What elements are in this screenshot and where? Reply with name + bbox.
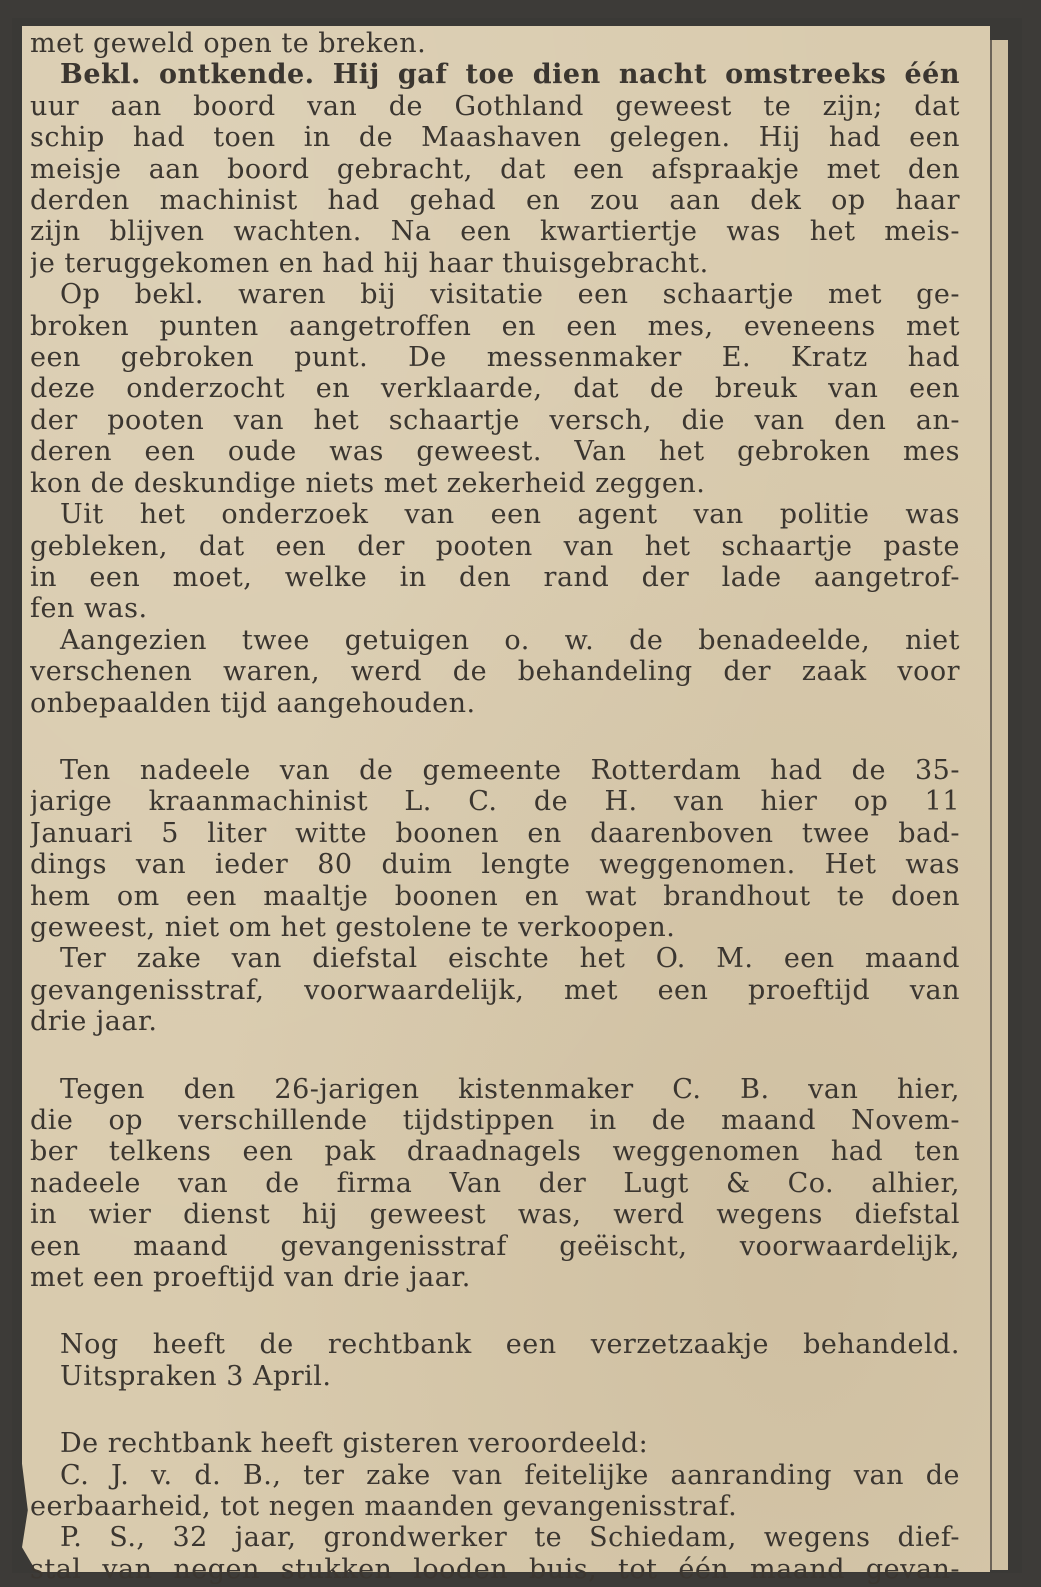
- section-gap: [30, 1293, 960, 1329]
- text-line: C. J. v. d. B., ter zake van feitelijke aanranding van de: [60, 1459, 960, 1491]
- article-column: [30, 28, 960, 1585]
- paragraph-11: [30, 1460, 960, 1523]
- text-line: eerbaarheid, tot negen maanden gevangenisstraf.: [30, 1491, 738, 1523]
- paragraph-3: [30, 279, 960, 499]
- adjacent-column-strip: [990, 40, 1008, 1570]
- text-line: Januari 5 liter witte boonen en daarenboven twee bad-: [30, 817, 960, 849]
- text-line: kon de deskundige niets met zekerheid zeggen.: [30, 467, 706, 499]
- text-line: een maand gevangenisstraf geëischt, voorwaardelijk,: [30, 1230, 960, 1262]
- text-line: gevangenisstraf, voorwaardelijk, met een proeftijd van: [30, 974, 960, 1006]
- paragraph-1: [30, 28, 960, 59]
- text-line: deren een oude was geweest. Van het gebroken mes: [30, 436, 960, 468]
- text-line: geweest, niet om het gestolene te verkoopen.: [30, 911, 676, 943]
- text-line: een gebroken punt. De messenmaker E. Kratz had: [30, 342, 960, 374]
- text-line: P. S., 32 jaar, grondwerker te Schiedam, wegens dief-: [60, 1522, 960, 1554]
- text-line: je teruggekomen en had hij haar thuisgebracht.: [30, 247, 709, 279]
- text-line: fen was.: [30, 593, 148, 625]
- text-line: die op verschillende tijdstippen in de maand Novem-: [30, 1105, 960, 1136]
- text-line: Uit het onderzoek van een agent van politie was: [60, 499, 960, 531]
- text-line: onbepaalden tijd aangehouden.: [30, 687, 476, 719]
- text-line: Uitspraken 3 April.: [60, 1360, 332, 1392]
- text-line: Op bekl. waren bij visitatie een schaartje met ge-: [60, 279, 960, 311]
- section-gap: [30, 1392, 960, 1428]
- text-line: zijn blijven wachten. Na een kwartiertje was het meis-: [30, 216, 960, 248]
- text-line: meisje aan boord gebracht, dat een afspraakje met den: [30, 153, 960, 185]
- paragraph-8: [30, 1074, 960, 1294]
- text-line: dings van ieder 80 duim lengte weggenomen. Het was: [30, 849, 960, 881]
- text-line: verschenen waren, werd de behandeling der zaak voor: [30, 656, 960, 688]
- section-gap: [30, 719, 960, 755]
- text-line: Nog heeft de rechtbank een verzetzaakje behandeld.: [60, 1329, 960, 1361]
- paragraph-7: [30, 943, 960, 1037]
- text-line: Ter zake van diefstal eischte het O. M. een maand: [60, 943, 960, 975]
- text-line: hem om een maaltje boonen en wat brandhout te doen: [30, 880, 960, 912]
- text-line: broken punten aangetroffen en een mes, eveneens met: [30, 310, 960, 342]
- section-gap: [30, 1038, 960, 1074]
- text-line: schip had toen in de Maashaven gelegen. Hij had een: [30, 122, 960, 154]
- text-line: stal van negen stukken looden buis, tot één maand gevan-: [30, 1553, 960, 1585]
- text-line: in een moet, welke in den rand der lade aangetrof-: [30, 561, 960, 593]
- text-line: ber telkens een pak draadnagels weggenomen had ten: [30, 1136, 960, 1168]
- text-line: deze onderzocht en verklaarde, dat de breuk van een: [30, 373, 960, 405]
- text-line: derden machinist had gehad en zou aan dek op haar: [30, 185, 960, 217]
- paragraph-12: [30, 1522, 960, 1585]
- text-line: in wier dienst hij geweest was, werd wegens diefstal: [30, 1199, 960, 1231]
- text-line: Tegen den 26-jarigen kistenmaker C. B. van hier,: [60, 1073, 960, 1105]
- paragraph-2: [30, 59, 960, 279]
- paragraph-4: [30, 499, 960, 625]
- text-line: uur aan boord van de Gothland geweest te zijn; dat: [30, 90, 960, 122]
- paragraph-6: [30, 755, 960, 943]
- text-line: gebleken, dat een der pooten van het schaartje paste: [30, 530, 960, 562]
- text-line: met geweld open te breken.: [30, 28, 427, 59]
- text-line: met een proeftijd van drie jaar.: [30, 1262, 471, 1294]
- text-line: drie jaar.: [30, 1006, 158, 1038]
- paragraph-9: [30, 1329, 960, 1392]
- text-line: Aangezien twee getuigen o. w. de benadeelde, niet: [60, 624, 960, 656]
- text-line: Ten nadeele van de gemeente Rotterdam had de 35-: [60, 754, 960, 786]
- paragraph-10: [30, 1428, 960, 1459]
- text-line: Bekl. ontkende. Hij gaf toe dien nacht omstreeks één: [60, 59, 960, 91]
- paragraph-5: [30, 625, 960, 719]
- text-line: nadeele van de firma Van der Lugt & Co. alhier,: [30, 1167, 960, 1199]
- text-line: De rechtbank heeft gisteren veroordeeld:: [60, 1428, 649, 1460]
- text-line: jarige kraanmachinist L. C. de H. van hier op 11: [30, 786, 960, 818]
- text-line: der pooten van het schaartje versch, die van den an-: [30, 404, 960, 436]
